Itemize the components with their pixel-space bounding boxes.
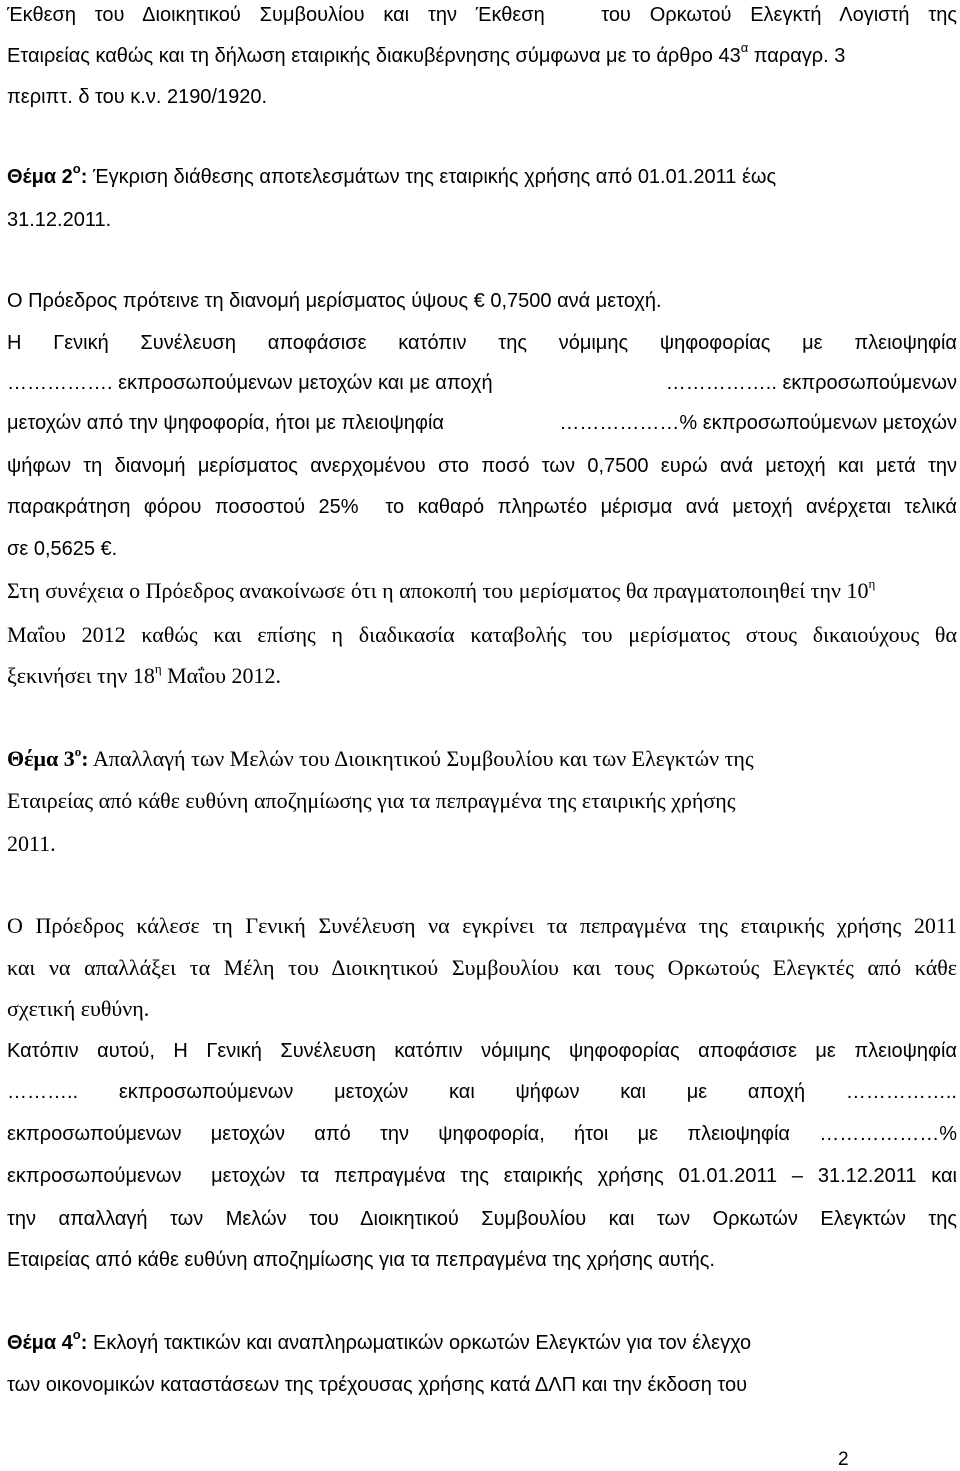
paragraph-line xyxy=(7,955,957,981)
intro-line xyxy=(7,40,846,69)
item-2-heading xyxy=(7,161,777,190)
superscript: η xyxy=(154,660,162,676)
item-2-heading-cont xyxy=(7,207,111,233)
page-number: 2 xyxy=(838,1449,849,1470)
intro-line xyxy=(7,84,267,110)
intro-text: Εταιρείας καθώς και τη δήλωση εταιρικής διακυβέρνησης σύμφωνα με το άρθρο 43 xyxy=(7,45,741,67)
paragraph-line xyxy=(7,370,957,396)
item-3-title: Απαλλαγή των Μελών του Διοικητικού Συμβουλίου και των Ελεγκτών της xyxy=(88,746,754,771)
paragraph-text: ξεκινήσει την 18 xyxy=(7,663,155,688)
paragraph-text: Ο Πρόεδρος κάλεσε τη Γενική Συνέλευση να εγκρίνει τα πεπραγμένα της εταιρικής χρήσης 2011 xyxy=(7,913,957,938)
superscript: η xyxy=(868,575,876,591)
paragraph-text: ……….. εκπροσωπούμενων μετοχών και ψήφων και με αποχή …………….. xyxy=(7,1081,957,1103)
paragraph-line xyxy=(7,1079,957,1105)
paragraph-line xyxy=(7,1121,957,1147)
item-2-title: Έγκριση διάθεσης αποτελεσμάτων της εταιρικής χρήσης από 01.01.2011 έως xyxy=(87,166,777,188)
item-4-title: των οικονομικών καταστάσεων της τρέχουσας χρήσης κατά ΔΛΠ και την έκδοση του xyxy=(7,1374,748,1396)
paragraph-line xyxy=(7,536,117,562)
intro-text: Έκθεση του Διοικητικού Συμβουλίου και την Έκθεση του Ορκωτού Ελεγκτή Λογιστή της xyxy=(7,4,957,26)
paragraph-line xyxy=(7,494,957,520)
paragraph-text: Μαΐου 2012 καθώς και επίσης η διαδικασία καταβολής του μερίσματος στους δικαιούχους θα xyxy=(7,622,957,647)
paragraph-line xyxy=(7,410,957,436)
item-4-colon: : xyxy=(80,1332,88,1354)
item-3-label: Θέμα 3 xyxy=(7,746,75,771)
item-3-title: 2011. xyxy=(7,831,56,856)
paragraph-line xyxy=(7,453,957,479)
item-3-colon: : xyxy=(81,746,89,771)
paragraph-text: παρακράτηση φόρου ποσοστού 25% το καθαρό πληρωτέο μέρισμα ανά μετοχή ανέρχεται τελικά xyxy=(7,496,957,518)
item-4-heading-cont xyxy=(7,1372,747,1398)
item-2-colon: : xyxy=(80,166,88,188)
intro-text: παραγρ. 3 xyxy=(748,45,846,67)
paragraph-line xyxy=(7,1038,957,1064)
item-4-heading xyxy=(7,1327,752,1356)
item-3-heading xyxy=(7,743,754,772)
item-4-label: Θέμα 4 xyxy=(7,1332,73,1354)
paragraph-line xyxy=(7,622,957,648)
paragraph-line xyxy=(7,913,957,939)
item-3-heading-cont xyxy=(7,788,735,814)
paragraph-line xyxy=(7,996,149,1022)
paragraph-text: ……………. εκπροσωπούμενων μετοχών και με αποχή xyxy=(7,372,493,394)
paragraph-text: και να απαλλάξει τα Μέλη του Διοικητικού Συμβουλίου και τους Ορκωτούς Ελεγκτές από κάθε xyxy=(7,955,957,980)
paragraph-text: Στη συνέχεια ο Πρόεδρος ανακοίνωσε ότι η αποκοπή του μερίσματος θα πραγματοποιηθεί την 10 xyxy=(7,578,869,603)
superscript: ο xyxy=(74,743,82,759)
paragraph-text: Ο Πρόεδρος πρότεινε τη διανομή μερίσματος ύψους € 0,7500 ανά μετοχή. xyxy=(7,290,662,312)
paragraph-text: Η Γενική Συνέλευση αποφάσισε κατόπιν της νόμιμης ψηφοφορίας με πλειοψηφία xyxy=(7,332,957,354)
paragraph-text: ………………% εκπροσωπούμενων μετοχών xyxy=(559,412,957,434)
paragraph-line xyxy=(7,1247,715,1273)
paragraph-text: σχετική ευθύνη. xyxy=(7,996,150,1021)
item-2-label: Θέμα 2 xyxy=(7,166,73,188)
paragraph-line xyxy=(7,660,282,689)
paragraph-text: ψήφων τη διανομή μερίσματος ανερχομένου στο ποσό των 0,7500 ευρώ ανά μετοχή και μετά την xyxy=(7,455,957,477)
paragraph-line xyxy=(7,1206,957,1232)
superscript: ο xyxy=(72,1327,81,1343)
paragraph-text: Μαΐου 2012. xyxy=(161,663,282,688)
intro-text: περιπτ. δ του κ.ν. 2190/1920. xyxy=(7,86,268,108)
paragraph-text: εκπροσωπούμενων μετοχών από την ψηφοφορία, ήτοι με πλειοψηφία ………………% xyxy=(7,1123,957,1145)
paragraph-text: την απαλλαγή των Μελών του Διοικητικού Συμβουλίου και των Ορκωτών Ελεγκτών της xyxy=(7,1208,957,1230)
paragraph-line xyxy=(7,575,876,604)
paragraph-text: …………….. εκπροσωπούμενων xyxy=(665,372,957,394)
intro-line xyxy=(7,2,957,28)
paragraph-line xyxy=(7,330,957,356)
paragraph-text: μετοχών από την ψηφοφορία, ήτοι με πλειοψηφία xyxy=(7,412,444,434)
paragraph-text: εκπροσωπούμενων μετοχών τα πεπραγμένα της εταιρικής χρήσης 01.01.2011 – 31.12.2011 και xyxy=(7,1165,957,1187)
item-3-title: Εταιρείας από κάθε ευθύνη αποζημίωσης για τα πεπραγμένα της εταιρικής χρήσης xyxy=(7,788,736,813)
superscript: ο xyxy=(72,161,81,177)
paragraph-text: Εταιρείας από κάθε ευθύνη αποζημίωσης για τα πεπραγμένα της χρήσης αυτής. xyxy=(7,1249,715,1271)
item-3-heading-cont xyxy=(7,831,56,857)
paragraph-text: σε 0,5625 €. xyxy=(7,538,118,560)
item-2-title: 31.12.2011. xyxy=(7,209,112,231)
item-4-title: Εκλογή τακτικών και αναπληρωματικών ορκωτών Ελεγκτών για τον έλεγχο xyxy=(87,1332,752,1354)
superscript: α xyxy=(740,40,749,56)
paragraph-text: Κατόπιν αυτού, Η Γενική Συνέλευση κατόπιν νόμιμης ψηφοφορίας αποφάσισε με πλειοψηφία xyxy=(7,1040,957,1062)
paragraph-line xyxy=(7,1163,957,1189)
paragraph-line xyxy=(7,288,662,314)
